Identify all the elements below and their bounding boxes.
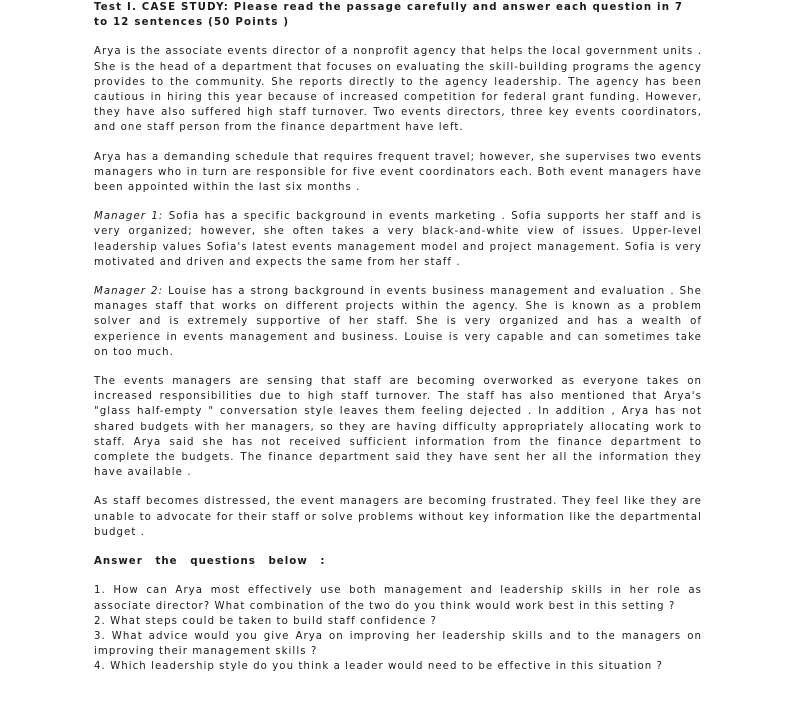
question-item: 2. What steps could be taken to build staff confidence ? [94,615,438,627]
answer-heading: Answer the questions below : [94,556,326,568]
paragraph-arya-schedule: Arya has a demanding schedule that requires frequent travel; however, she supervises two events managers who in turn are responsible for five event coordinators each. Both event managers have been appointed within the last six months . [94,151,702,194]
paragraph-arya-intro: Arya is the associate events director of a nonprofit agency that helps the local government units . She is the head of a department that focuses on evaluating the skill-building programs the agency provides to the community. She reports directly to the agency leadership. The agency has been cautious in hiring this year because of increased competition for federal grant funding. However, they have also suffered high staff turnover. Two events directors, three key events coordinators, and one staff person from the finance department have left. [94,46,702,134]
manager-1-text: Sofia has a specific background in events marketing . Sofia supports her staff and is very organized; however, she often takes a very black-and-white view of issues. Upper-level leadership values Sofia's latest events management model and project management. Sofia is very motivated and driven and expects the same from her staff . [94,211,702,268]
manager-2-label: Manager 2: [94,286,164,298]
question-list [94,583,702,674]
manager-2-text: Louise has a strong background in events business management and evaluation . She manages staff that works on different projects within the agency. She is known as a problem solver and is extremely supportive of her staff. She is very organized and has a wealth of experience in events management and business. Louise is very capable and can sometimes take on too much. [94,286,702,358]
manager-1-label: Manager 1: [94,211,164,223]
question-item: 3. What advice would you give Arya on improving her leadership skills and to the managers on improving their management skills ? [94,630,702,658]
question-item: 4. Which leadership style do you think a leader would need to be effective in this situation ? [94,661,664,673]
question-item: 1. How can Arya most effectively use both management and leadership skills in her role as associate director? What combination of the two do you think would work best in this setting ? [94,585,702,612]
test-title: Test I. CASE STUDY: Please read the passage carefully and answer each question in 7 to 12 sentences (50 Points ) [94,2,684,29]
paragraph-manager-2 [94,284,702,360]
paragraph-staff-overworked: The events managers are sensing that staff are becoming overworked as everyone takes on increased responsibilities due to high staff turnover. The staff has also mentioned that Arya's "glass half-empty " conversation style leaves them feeling dejected . In addition , Arya has not shared budgets with her managers, so they are having difficulty appropriately allocating work to staff. Arya said she has not received sufficient information from the finance department to complete the budgets. The finance department said they have sent her all the information they have available . [94,376,702,479]
document-body [94,0,702,675]
paragraph-staff-distressed: As staff becomes distressed, the event managers are becoming frustrated. They feel like they are unable to advocate for their staff or solve problems without key information like the departmental budget . [94,496,702,538]
paragraph-manager-1 [94,209,702,270]
